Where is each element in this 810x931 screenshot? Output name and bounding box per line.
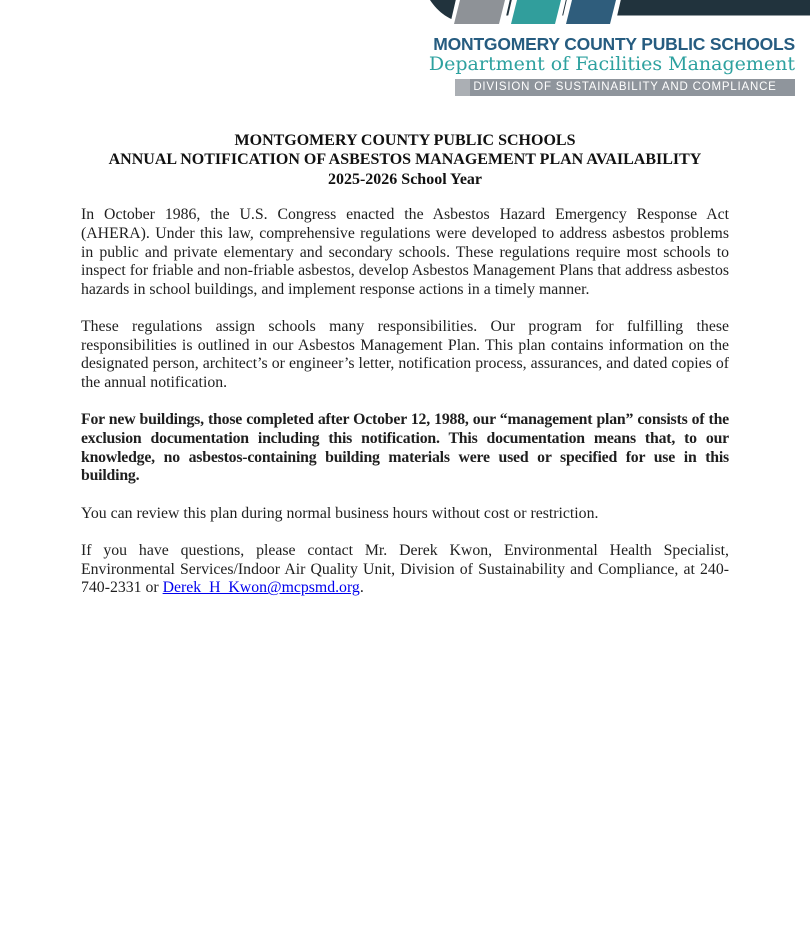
title-line-org: MONTGOMERY COUNTY PUBLIC SCHOOLS [234,132,576,149]
contact-text-before-link: If you have questions, please contact Mr. Derek Kwon, Environmental Health Specialist, Environmental Services/Indoor Air Quality Unit, Division of Sustainability and Compliance, at 240-740-2331 or [81,541,729,597]
title-line-school-year: 2025-2026 School Year [327,170,483,188]
swoosh-parallelogram-blue [566,0,616,24]
document-body [81,131,729,617]
letterhead-department-name: Department of Facilities Management [428,53,795,75]
document-title [81,131,729,189]
letterhead-org-name: MONTGOMERY COUNTY PUBLIC SCHOOLS [433,34,795,54]
email-link[interactable]: Derek_H_Kwon@mcpsmd.org [162,579,360,597]
letterhead-division-label: DIVISION OF SUSTAINABILITY AND COMPLIANCE [473,81,777,94]
paragraph-ahera-background: In October 1986, the U.S. Congress enacted the Asbestos Hazard Emergency Response Act (AHERA). Under this law, comprehensive regulations were developed to address asbestos problems in public and private elementary and secondary schools. These regulations require most schools to inspect for friable and non-friable asbestos, develop Asbestos Management Plans that address asbestos hazards in school buildings, and implement response actions in a timely manner. [81,206,729,298]
paragraph-responsibilities: These regulations assign schools many responsibilities. Our program for fulfilling these responsibilities is outlined in our Asbestos Management Plan. This plan contains information on the designated person, architect’s or engineer’s letter, notification process, assurances, and dated copies of the annual notification. [81,318,729,392]
paragraph-review-plan: You can review this plan during normal business hours without cost or restriction. [81,504,599,522]
contact-text-after-link: . [359,579,364,597]
swoosh-parallelogram-teal [511,0,561,24]
title-line-notification: ANNUAL NOTIFICATION OF ASBESTOS MANAGEMENT PLAN AVAILABILITY [108,151,702,169]
paragraph-new-buildings-exclusion: For new buildings, those completed after October 12, 1988, our “management plan” consists of the exclusion documentation including this notification. This documentation means that, to our knowledge, no asbestos-containing building materials were used or specified for use in this building. [81,411,729,485]
paragraph-contact [81,542,729,598]
mcps-logo-swoosh [430,0,810,26]
letterhead-division-bar [455,79,795,96]
swoosh-parallelogram-gray [454,0,505,24]
division-bar-cap [455,79,470,96]
